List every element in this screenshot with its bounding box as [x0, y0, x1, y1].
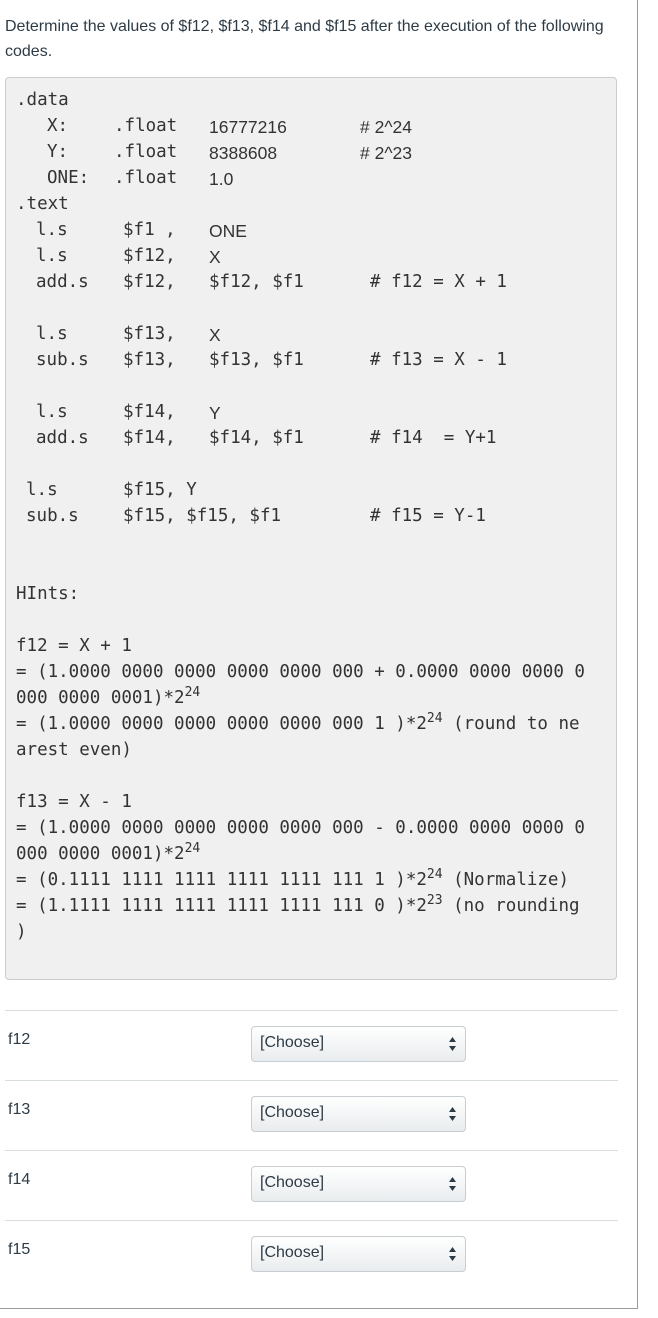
- code-arg: $f1 ,: [123, 220, 176, 240]
- hint-text: (no rounding: [442, 896, 580, 916]
- data-value: 16777216: [209, 117, 287, 137]
- answer-select-f15[interactable]: [251, 1236, 466, 1272]
- select-value: [Choose]: [260, 1034, 325, 1051]
- hint-line: [16, 685, 201, 708]
- divider: [5, 1220, 618, 1221]
- hint-line: f12 = X + 1: [16, 636, 132, 656]
- code-arg: $f12, $f1: [209, 272, 304, 292]
- hints-title: HInts:: [16, 584, 80, 604]
- answer-select-f13[interactable]: [251, 1096, 466, 1132]
- question-prompt: Determine the values of $f12, $f13, $f14 and $f15 after the execution of the following codes.: [5, 18, 604, 60]
- data-directive: .data: [16, 90, 69, 110]
- code-op: add.s: [36, 428, 89, 448]
- answer-label-f14: f14: [8, 1171, 31, 1188]
- data-label: ONE:: [47, 168, 90, 188]
- data-type: .float: [114, 168, 178, 188]
- data-value: 8388608: [209, 143, 278, 163]
- code-arg: $f13,: [123, 324, 176, 344]
- code-op: l.s: [36, 246, 68, 266]
- code-arg: $f13,: [123, 350, 176, 370]
- data-comment: # 2^23: [360, 143, 413, 163]
- select-arrows-icon: [448, 1035, 457, 1053]
- answer-label-f15: f15: [8, 1241, 31, 1258]
- code-arg: $f12,: [123, 272, 176, 292]
- answer-select-f14[interactable]: [251, 1166, 466, 1202]
- data-comment: # 2^24: [360, 117, 413, 137]
- select-arrows-icon: [448, 1175, 457, 1193]
- exponent: 24: [184, 841, 201, 857]
- data-label: Y:: [47, 142, 69, 162]
- answer-label-f12: f12: [8, 1031, 31, 1048]
- code-op: l.s: [36, 220, 68, 240]
- code-arg: $f15, Y: [123, 480, 197, 500]
- code-arg: $f13, $f1: [209, 350, 304, 370]
- data-type: .float: [114, 116, 178, 136]
- select-value: [Choose]: [260, 1174, 325, 1191]
- divider: [5, 1150, 618, 1151]
- data-value: 1.0: [209, 169, 234, 189]
- code-arg: $f14, $f1: [209, 428, 304, 448]
- select-arrows-icon: [448, 1245, 457, 1263]
- code-arg: X: [209, 325, 221, 345]
- hint-text: = (1.1111 1111 1111 1111 1111 111 0 )*2: [16, 896, 427, 916]
- hint-line: f13 = X - 1: [16, 792, 132, 812]
- hint-line: [16, 867, 569, 890]
- select-arrows-icon: [448, 1105, 457, 1123]
- hint-line: [16, 841, 201, 864]
- code-arg: Y: [209, 403, 221, 423]
- data-type: .float: [114, 142, 178, 162]
- divider: [5, 1080, 618, 1081]
- exponent: 24: [426, 711, 443, 727]
- code-comment: # f15 = Y-1: [370, 506, 486, 526]
- hint-line: ): [16, 922, 27, 942]
- code-op: l.s: [26, 480, 58, 500]
- hint-text: = (0.1111 1111 1111 1111 1111 111 1 )*2: [16, 870, 427, 890]
- answer-select-f12[interactable]: [251, 1026, 466, 1062]
- answer-label-f13: f13: [8, 1101, 31, 1118]
- code-op: add.s: [36, 272, 89, 292]
- code-block: [5, 77, 617, 980]
- hint-line: [16, 893, 580, 916]
- code-op: l.s: [36, 324, 68, 344]
- exponent: 24: [426, 867, 443, 883]
- code-arg: X: [209, 247, 221, 267]
- code-op: sub.s: [26, 506, 79, 526]
- code-op: sub.s: [36, 350, 89, 370]
- data-label: X:: [47, 116, 69, 136]
- code-arg: $f15, $f15, $f1: [123, 506, 282, 526]
- code-arg: $f14,: [123, 402, 176, 422]
- code-arg: ONE: [209, 221, 247, 241]
- exponent: 24: [184, 685, 201, 701]
- code-comment: # f14 = Y+1: [370, 428, 497, 448]
- code-comment: # f12 = X + 1: [370, 272, 507, 292]
- hint-text: = (1.0000 0000 0000 0000 0000 000 1 )*2: [16, 714, 427, 734]
- hint-line: = (1.0000 0000 0000 0000 0000 000 - 0.0000 0000 0000 0: [16, 818, 585, 838]
- code-arg: $f14,: [123, 428, 176, 448]
- hint-line: = (1.0000 0000 0000 0000 0000 000 + 0.0000 0000 0000 0: [16, 662, 585, 682]
- hint-line: arest even): [16, 740, 132, 760]
- select-value: [Choose]: [260, 1104, 325, 1121]
- divider: [5, 1010, 618, 1011]
- hint-text: (round to ne: [442, 714, 580, 734]
- code-comment: # f13 = X - 1: [370, 350, 507, 370]
- hint-line: [16, 711, 580, 734]
- code-arg: $f12,: [123, 246, 176, 266]
- hint-text: 000 0000 0001)*2: [16, 844, 185, 864]
- code-op: l.s: [36, 402, 68, 422]
- select-value: [Choose]: [260, 1244, 325, 1261]
- text-directive: .text: [16, 194, 69, 214]
- hint-text: (Normalize): [442, 870, 569, 890]
- exponent: 23: [426, 893, 443, 909]
- hint-text: 000 0000 0001)*2: [16, 688, 185, 708]
